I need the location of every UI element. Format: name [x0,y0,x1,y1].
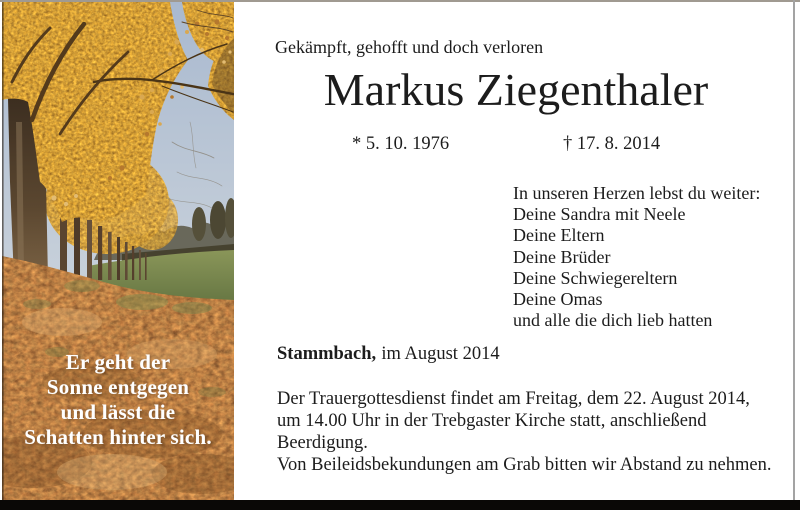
quote-line: Er geht der [65,350,171,374]
death-date: † 17. 8. 2014 [563,134,661,154]
quote-line: und lässt die [60,400,176,424]
intro-line: Gekämpft, gehofft und doch verloren [275,37,544,57]
dedication-line: In unseren Herzen lebst du weiter: [513,183,761,203]
dedication-line: Deine Omas [513,289,603,310]
dedication-line: Deine Brüder [513,246,611,267]
memorial-quote [2,350,234,450]
scan-right-border [793,0,795,500]
service-line: Von Beileidsbekundungen am Grab bitten wir Abstand zu nehmen. [277,455,772,475]
place-name: Stammbach, [277,344,377,364]
dedication-line: Deine Sandra mit Neele [513,204,686,225]
dedication-line: Deine Schwiegereltern [513,267,678,288]
notice-date: im August 2014 [381,344,500,364]
service-line: Beerdigung. [277,433,368,453]
service-line: um 14.00 Uhr in der Trebgaster Kirche statt, anschließend [277,411,707,431]
dedication-block [513,183,760,331]
service-line: Der Trauergottesdienst findet am Freitag, dem 22. August 2014, [277,389,750,409]
quote-line: Schatten hinter sich. [24,425,212,449]
place-date-line [277,344,500,365]
deceased-name: Markus Ziegenthaler [323,64,709,115]
quote-line: Sonne entgegen [46,375,190,399]
birth-date: * 5. 10. 1976 [352,134,450,154]
scan-top-border [0,0,800,2]
scan-bottom-bar [0,500,800,510]
service-info-block [277,388,771,476]
dedication-line: Deine Eltern [513,225,605,246]
dedication-line: und alle die dich lieb hatten [513,310,713,331]
